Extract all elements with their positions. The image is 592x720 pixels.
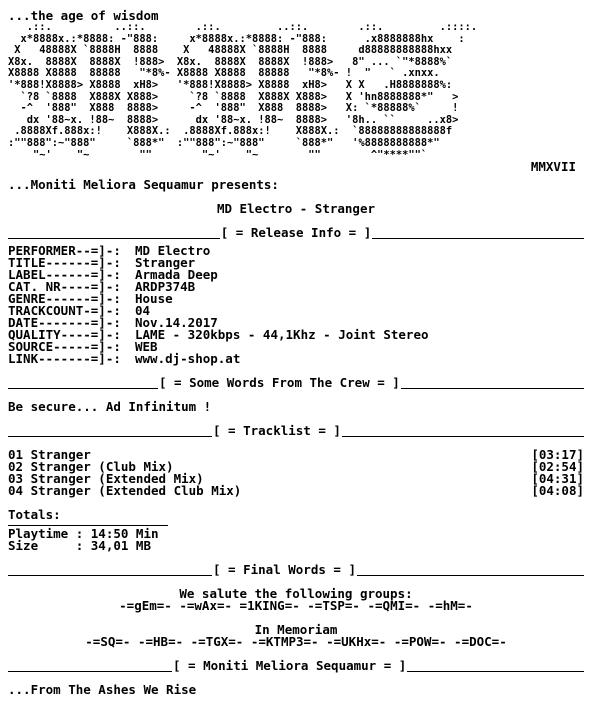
release-info-key: LINK-------=]-: xyxy=(8,351,121,367)
release-info-key: QUALITY----=]-: xyxy=(8,327,121,343)
release-info-key: SOURCE-----=]-: xyxy=(8,339,121,355)
release-info-value: www.dj-shop.at xyxy=(135,351,241,367)
rule-left xyxy=(8,227,220,239)
presents-line: ...Moniti Meliora Sequamur presents: xyxy=(8,177,279,193)
release-title: MD Electro - Stranger xyxy=(216,201,376,217)
year-roman: MMXVII xyxy=(530,159,576,175)
track-duration: [04:31] xyxy=(531,471,584,487)
rule-right xyxy=(372,227,584,239)
crew-words: Be secure... Ad Infinitum ! xyxy=(8,399,212,415)
totals-playtime: Playtime : 14:50 Min xyxy=(8,526,159,542)
ascii-logo: .::. ..::. .::. ..::. .::. .::::. x*8888x.:*8888: -"888: x*8888x.:*8888: -"888: .x8888888hx : X 48888X `8888H 8888 X 48888X `8888H 8888 d88888888888hxx X8x. 8888X 8888X !888> X8x. 8888X 8888X !888> 8" ... `"*8888%` X8888 X8888 88888 "*8%- X8888 X8888 88888 "*8%- ! " ` .xnxx. '*888!X8888> X8888 xH8> '*888!X8888> X8888 xH8> X X .H8888888%: `?8 `8888 X888X X888> `?8 `8888 X888X X888> X 'hn8888888*" > -^ '888" X888 8888> -^ '888" X888 8888> X: `*88888%` ! dx '88~x. !88~ 8888> dx '88~x. !88~ 8888> '8h.. `` ..x8> .8888Xf.888x:! X888X.: .8888Xf.888x:! X888X.: `88888888888888f :""888":~"888" `888*" :""888":~"888" `888*" '%8888888888*" "~' "~ "" "~' "~ "" ^"****""` xyxy=(8,21,478,161)
totals-size: Size : 34,01 MB xyxy=(8,538,151,554)
release-info-value: WEB xyxy=(135,339,158,355)
release-info-key: TITLE------=]-: xyxy=(8,255,121,271)
salute-groups: -=gEm=- -=wAx=- =1KING=- -=TSP=- -=QMI=- -=hM=- xyxy=(119,598,473,614)
rule-right xyxy=(407,660,584,672)
section-title: [ = Final Words = ] xyxy=(213,562,356,578)
section-title: [ = Moniti Meliora Sequamur = ] xyxy=(173,658,407,674)
track-duration: [02:54] xyxy=(531,459,584,475)
rule-left xyxy=(8,660,172,672)
section-header-group xyxy=(8,660,584,672)
rule-right xyxy=(357,564,584,576)
release-info-key: TRACKCOUNT-=]-: xyxy=(8,303,121,319)
release-info-value: Stranger xyxy=(135,255,196,271)
rule-left xyxy=(8,377,158,389)
release-info-value: Armada Deep xyxy=(135,267,218,283)
section-header-final xyxy=(8,564,584,576)
section-header-release-info xyxy=(8,227,584,239)
release-info-list xyxy=(8,245,592,365)
memoriam-heading: In Memoriam xyxy=(254,622,338,638)
release-info-key: LABEL------=]-: xyxy=(8,267,121,283)
track-title: 02 Stranger (Club Mix) xyxy=(8,459,174,475)
release-info-value: House xyxy=(135,291,173,307)
release-info-key: GENRE------=]-: xyxy=(8,291,121,307)
track-title: 03 Stranger (Extended Mix) xyxy=(8,471,204,487)
release-info-key: CAT. NR----=]-: xyxy=(8,279,121,295)
totals-label: Totals: xyxy=(8,507,61,523)
section-header-tracklist xyxy=(8,425,584,437)
rule-left xyxy=(8,425,212,437)
section-title: [ = Tracklist = ] xyxy=(213,423,341,439)
track-duration: [04:08] xyxy=(531,483,584,499)
section-title: [ = Release Info = ] xyxy=(220,225,372,241)
section-title: [ = Some Words From The Crew = ] xyxy=(159,375,400,391)
section-header-crew xyxy=(8,377,584,389)
release-info-value: Nov.14.2017 xyxy=(135,315,218,331)
track-row xyxy=(8,485,584,497)
release-info-key: DATE-------=]-: xyxy=(8,315,121,331)
rule-right xyxy=(342,425,584,437)
release-info-value: 04 xyxy=(135,303,151,319)
release-info-value: LAME - 320kbps - 44,1Khz - Joint Stereo xyxy=(135,327,429,343)
tracklist xyxy=(8,449,592,497)
salute-heading: We salute the following groups: xyxy=(179,586,413,602)
rule-right xyxy=(401,377,584,389)
outro-line: ...From The Ashes We Rise xyxy=(8,682,197,698)
track-title: 04 Stranger (Extended Club Mix) xyxy=(8,483,242,499)
memoriam-groups: -=SQ=- -=HB=- -=TGX=- -=KTMP3=- -=UKHx=- -=POW=- -=DOC=- xyxy=(85,634,507,650)
track-duration: [03:17] xyxy=(531,447,584,463)
rule-left xyxy=(8,564,212,576)
release-info-value: ARDP374B xyxy=(135,279,196,295)
release-info-row xyxy=(8,353,592,365)
release-info-key: PERFORMER--=]-: xyxy=(8,243,121,259)
track-title: 01 Stranger xyxy=(8,447,91,463)
release-info-value: MD Electro xyxy=(135,243,211,259)
intro-line: ...the age of wisdom xyxy=(8,8,159,23)
